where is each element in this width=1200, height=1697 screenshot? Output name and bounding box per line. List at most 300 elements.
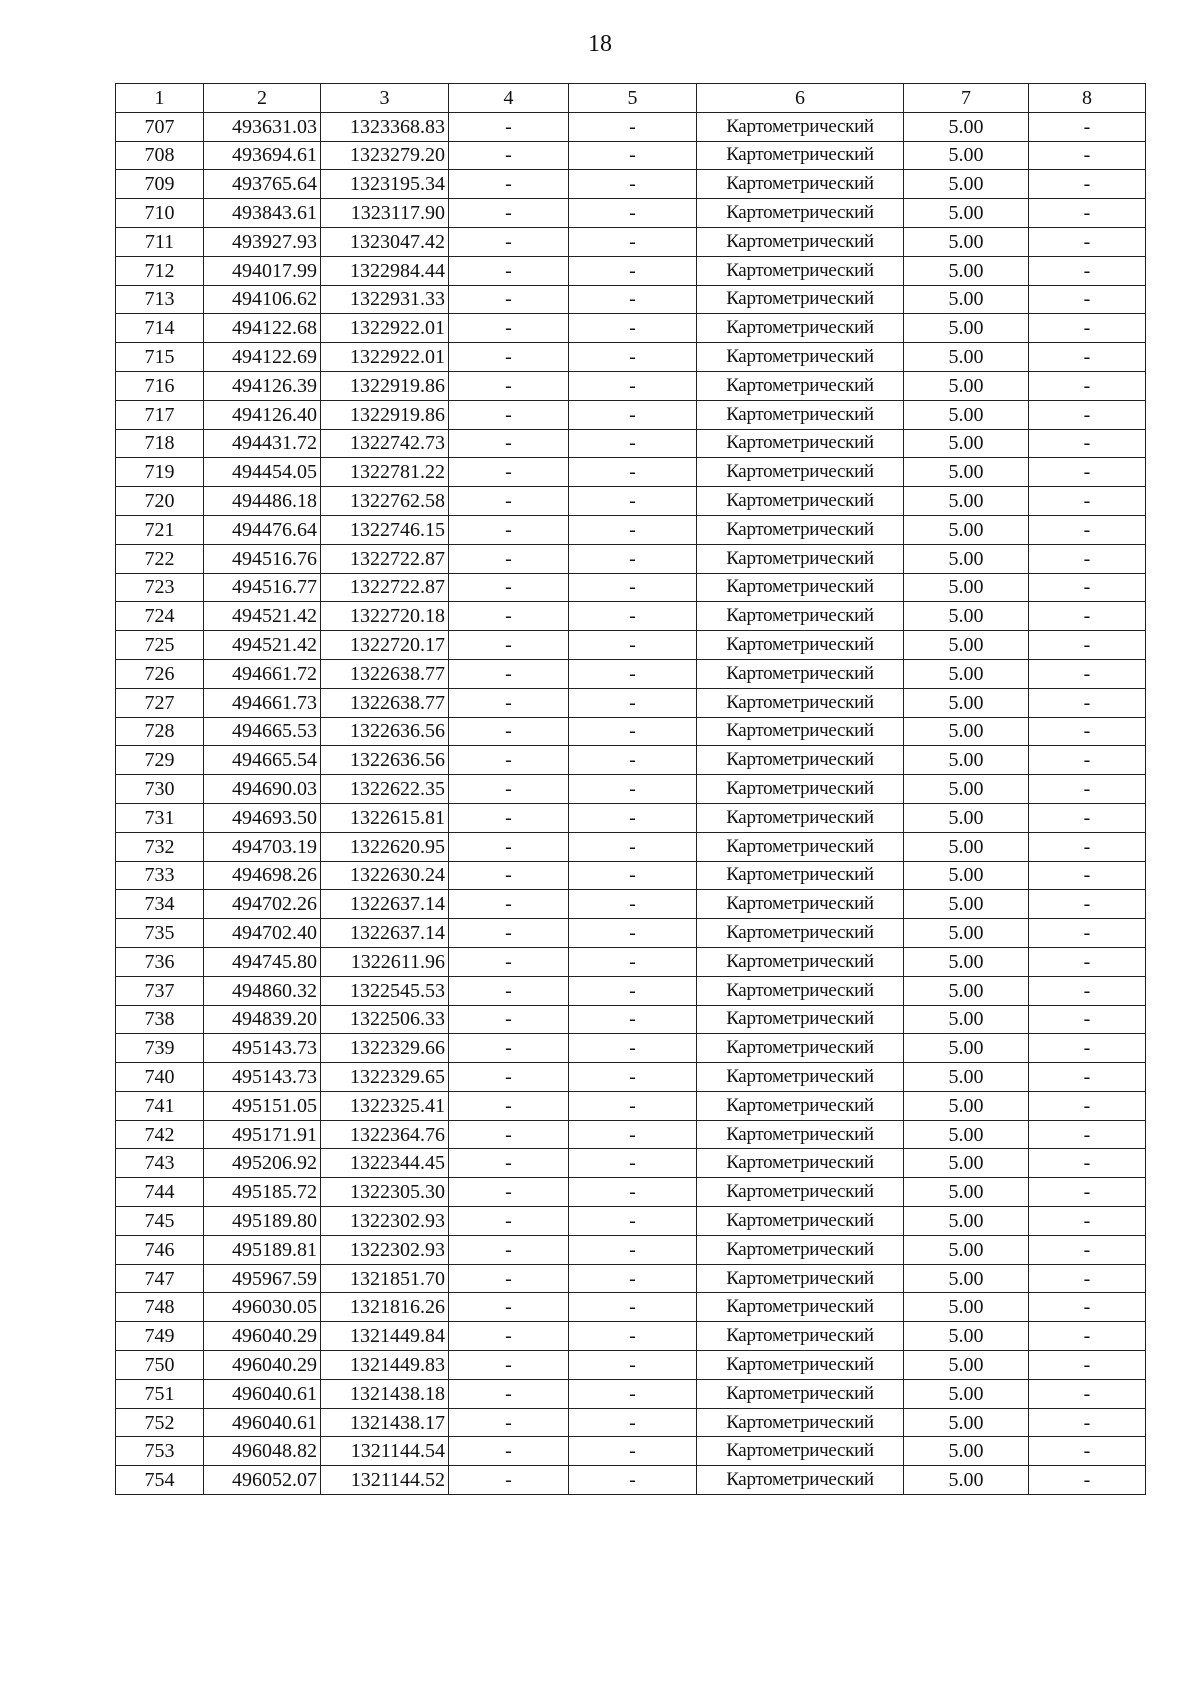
table-row [116,631,1146,660]
table-row [116,487,1146,516]
method-cell: Картометрический [697,1351,904,1380]
point-number-cell: 730 [116,775,204,804]
col8-cell: - [1029,458,1146,487]
accuracy-cell: 5.00 [904,256,1029,285]
method-cell: Картометрический [697,400,904,429]
x-coordinate-cell: 494126.39 [204,371,321,400]
point-number-cell: 707 [116,112,204,141]
col8-cell: - [1029,1293,1146,1322]
x-coordinate-cell: 496040.61 [204,1379,321,1408]
col4-cell: - [449,659,569,688]
table-row [116,1091,1146,1120]
accuracy-cell: 5.00 [904,1235,1029,1264]
method-cell: Картометрический [697,1379,904,1408]
method-cell: Картометрический [697,371,904,400]
y-coordinate-cell: 1322506.33 [321,1005,449,1034]
method-cell: Картометрический [697,573,904,602]
col8-cell: - [1029,1235,1146,1264]
accuracy-cell: 5.00 [904,1149,1029,1178]
y-coordinate-cell: 1322329.65 [321,1063,449,1092]
col8-cell: - [1029,1379,1146,1408]
point-number-cell: 728 [116,717,204,746]
table-row [116,343,1146,372]
table-row [116,832,1146,861]
accuracy-cell: 5.00 [904,861,1029,890]
col8-cell: - [1029,1351,1146,1380]
accuracy-cell: 5.00 [904,1466,1029,1495]
method-cell: Картометрический [697,1149,904,1178]
x-coordinate-cell: 494454.05 [204,458,321,487]
table-row [116,861,1146,890]
col5-cell: - [569,1034,697,1063]
col5-cell: - [569,1466,697,1495]
col5-cell: - [569,573,697,602]
x-coordinate-cell: 494126.40 [204,400,321,429]
y-coordinate-cell: 1321449.84 [321,1322,449,1351]
x-coordinate-cell: 494521.42 [204,631,321,660]
col4-cell: - [449,602,569,631]
table-row [116,227,1146,256]
method-cell: Картометрический [697,1005,904,1034]
x-coordinate-cell: 494860.32 [204,976,321,1005]
point-number-cell: 713 [116,285,204,314]
col8-cell: - [1029,1120,1146,1149]
y-coordinate-cell: 1322364.76 [321,1120,449,1149]
accuracy-cell: 5.00 [904,659,1029,688]
col4-cell: - [449,890,569,919]
table-row [116,371,1146,400]
y-coordinate-cell: 1322302.93 [321,1207,449,1236]
table-row [116,775,1146,804]
y-coordinate-cell: 1322762.58 [321,487,449,516]
accuracy-cell: 5.00 [904,429,1029,458]
y-coordinate-cell: 1322305.30 [321,1178,449,1207]
accuracy-cell: 5.00 [904,515,1029,544]
point-number-cell: 750 [116,1351,204,1380]
col8-cell: - [1029,1149,1146,1178]
col5-cell: - [569,227,697,256]
col4-cell: - [449,1091,569,1120]
method-cell: Картометрический [697,688,904,717]
accuracy-cell: 5.00 [904,458,1029,487]
accuracy-cell: 5.00 [904,1178,1029,1207]
point-number-cell: 754 [116,1466,204,1495]
y-coordinate-cell: 1321851.70 [321,1264,449,1293]
x-coordinate-cell: 494486.18 [204,487,321,516]
col5-cell: - [569,1091,697,1120]
point-number-cell: 742 [116,1120,204,1149]
col5-cell: - [569,487,697,516]
point-number-cell: 751 [116,1379,204,1408]
method-cell: Картометрический [697,1091,904,1120]
col5-cell: - [569,746,697,775]
x-coordinate-cell: 496052.07 [204,1466,321,1495]
table-row [116,458,1146,487]
accuracy-cell: 5.00 [904,947,1029,976]
col5-cell: - [569,1408,697,1437]
y-coordinate-cell: 1322545.53 [321,976,449,1005]
accuracy-cell: 5.00 [904,1034,1029,1063]
accuracy-cell: 5.00 [904,1264,1029,1293]
accuracy-cell: 5.00 [904,1408,1029,1437]
y-coordinate-cell: 1322615.81 [321,803,449,832]
x-coordinate-cell: 496048.82 [204,1437,321,1466]
y-coordinate-cell: 1321438.18 [321,1379,449,1408]
point-number-cell: 736 [116,947,204,976]
accuracy-cell: 5.00 [904,199,1029,228]
col5-cell: - [569,1235,697,1264]
y-coordinate-cell: 1323368.83 [321,112,449,141]
col4-cell: - [449,631,569,660]
method-cell: Картометрический [697,141,904,170]
col4-cell: - [449,746,569,775]
col5-cell: - [569,861,697,890]
y-coordinate-cell: 1322620.95 [321,832,449,861]
column-header: 8 [1029,84,1146,113]
col4-cell: - [449,112,569,141]
col8-cell: - [1029,1207,1146,1236]
col4-cell: - [449,947,569,976]
col5-cell: - [569,371,697,400]
col5-cell: - [569,976,697,1005]
point-number-cell: 740 [116,1063,204,1092]
column-header: 5 [569,84,697,113]
col5-cell: - [569,343,697,372]
col8-cell: - [1029,746,1146,775]
accuracy-cell: 5.00 [904,314,1029,343]
col5-cell: - [569,659,697,688]
y-coordinate-cell: 1322722.87 [321,544,449,573]
accuracy-cell: 5.00 [904,1063,1029,1092]
accuracy-cell: 5.00 [904,1005,1029,1034]
point-number-cell: 719 [116,458,204,487]
table-row [116,1293,1146,1322]
accuracy-cell: 5.00 [904,890,1029,919]
point-number-cell: 715 [116,343,204,372]
point-number-cell: 753 [116,1437,204,1466]
col8-cell: - [1029,688,1146,717]
col4-cell: - [449,832,569,861]
accuracy-cell: 5.00 [904,544,1029,573]
col4-cell: - [449,544,569,573]
col8-cell: - [1029,717,1146,746]
x-coordinate-cell: 493631.03 [204,112,321,141]
point-number-cell: 747 [116,1264,204,1293]
y-coordinate-cell: 1322746.15 [321,515,449,544]
col8-cell: - [1029,544,1146,573]
col4-cell: - [449,976,569,1005]
point-number-cell: 734 [116,890,204,919]
col4-cell: - [449,1322,569,1351]
table-row [116,573,1146,602]
y-coordinate-cell: 1322722.87 [321,573,449,602]
col8-cell: - [1029,1264,1146,1293]
col5-cell: - [569,458,697,487]
col4-cell: - [449,1351,569,1380]
method-cell: Картометрический [697,746,904,775]
col4-cell: - [449,199,569,228]
method-cell: Картометрический [697,1235,904,1264]
method-cell: Картометрический [697,832,904,861]
x-coordinate-cell: 494703.19 [204,832,321,861]
x-coordinate-cell: 494122.68 [204,314,321,343]
accuracy-cell: 5.00 [904,1207,1029,1236]
col5-cell: - [569,775,697,804]
method-cell: Картометрический [697,976,904,1005]
accuracy-cell: 5.00 [904,717,1029,746]
method-cell: Картометрический [697,947,904,976]
col5-cell: - [569,400,697,429]
x-coordinate-cell: 493765.64 [204,170,321,199]
point-number-cell: 718 [116,429,204,458]
col5-cell: - [569,1322,697,1351]
method-cell: Картометрический [697,458,904,487]
table-row [116,112,1146,141]
accuracy-cell: 5.00 [904,631,1029,660]
col8-cell: - [1029,659,1146,688]
x-coordinate-cell: 494693.50 [204,803,321,832]
point-number-cell: 743 [116,1149,204,1178]
x-coordinate-cell: 494839.20 [204,1005,321,1034]
y-coordinate-cell: 1322919.86 [321,400,449,429]
accuracy-cell: 5.00 [904,170,1029,199]
y-coordinate-cell: 1322720.18 [321,602,449,631]
col4-cell: - [449,227,569,256]
col5-cell: - [569,717,697,746]
table-row [116,141,1146,170]
table-row [116,199,1146,228]
col8-cell: - [1029,1034,1146,1063]
y-coordinate-cell: 1321438.17 [321,1408,449,1437]
table-row [116,919,1146,948]
y-coordinate-cell: 1322636.56 [321,746,449,775]
col4-cell: - [449,1235,569,1264]
y-coordinate-cell: 1322922.01 [321,314,449,343]
accuracy-cell: 5.00 [904,1379,1029,1408]
method-cell: Картометрический [697,919,904,948]
col5-cell: - [569,199,697,228]
x-coordinate-cell: 495185.72 [204,1178,321,1207]
col8-cell: - [1029,343,1146,372]
point-number-cell: 732 [116,832,204,861]
point-number-cell: 708 [116,141,204,170]
x-coordinate-cell: 496030.05 [204,1293,321,1322]
col5-cell: - [569,1005,697,1034]
col4-cell: - [449,688,569,717]
x-coordinate-cell: 494106.62 [204,285,321,314]
col8-cell: - [1029,631,1146,660]
accuracy-cell: 5.00 [904,1120,1029,1149]
table-row [116,1379,1146,1408]
col5-cell: - [569,1437,697,1466]
col4-cell: - [449,1178,569,1207]
table-row [116,515,1146,544]
x-coordinate-cell: 494698.26 [204,861,321,890]
method-cell: Картометрический [697,1437,904,1466]
col5-cell: - [569,314,697,343]
y-coordinate-cell: 1322638.77 [321,688,449,717]
column-header: 6 [697,84,904,113]
col5-cell: - [569,947,697,976]
col4-cell: - [449,919,569,948]
accuracy-cell: 5.00 [904,1351,1029,1380]
column-header: 4 [449,84,569,113]
method-cell: Картометрический [697,515,904,544]
point-number-cell: 714 [116,314,204,343]
col5-cell: - [569,803,697,832]
point-number-cell: 709 [116,170,204,199]
accuracy-cell: 5.00 [904,976,1029,1005]
method-cell: Картометрический [697,1322,904,1351]
accuracy-cell: 5.00 [904,832,1029,861]
page-number: 18 [588,31,612,57]
col4-cell: - [449,1264,569,1293]
table-row [116,1351,1146,1380]
point-number-cell: 733 [116,861,204,890]
col8-cell: - [1029,573,1146,602]
col8-cell: - [1029,947,1146,976]
accuracy-cell: 5.00 [904,1322,1029,1351]
method-cell: Картометрический [697,285,904,314]
x-coordinate-cell: 493843.61 [204,199,321,228]
table-row [116,1034,1146,1063]
x-coordinate-cell: 496040.29 [204,1351,321,1380]
col5-cell: - [569,631,697,660]
col8-cell: - [1029,515,1146,544]
y-coordinate-cell: 1322637.14 [321,890,449,919]
col4-cell: - [449,487,569,516]
x-coordinate-cell: 494690.03 [204,775,321,804]
table-row [116,400,1146,429]
y-coordinate-cell: 1322637.14 [321,919,449,948]
col5-cell: - [569,429,697,458]
accuracy-cell: 5.00 [904,803,1029,832]
point-number-cell: 738 [116,1005,204,1034]
y-coordinate-cell: 1322919.86 [321,371,449,400]
point-number-cell: 722 [116,544,204,573]
y-coordinate-cell: 1321449.83 [321,1351,449,1380]
col4-cell: - [449,803,569,832]
col4-cell: - [449,1437,569,1466]
col4-cell: - [449,141,569,170]
col4-cell: - [449,1149,569,1178]
point-number-cell: 712 [116,256,204,285]
point-number-cell: 745 [116,1207,204,1236]
point-number-cell: 727 [116,688,204,717]
method-cell: Картометрический [697,1207,904,1236]
x-coordinate-cell: 494661.72 [204,659,321,688]
col4-cell: - [449,285,569,314]
accuracy-cell: 5.00 [904,746,1029,775]
point-number-cell: 748 [116,1293,204,1322]
accuracy-cell: 5.00 [904,919,1029,948]
y-coordinate-cell: 1322344.45 [321,1149,449,1178]
col8-cell: - [1029,1178,1146,1207]
table-row [116,170,1146,199]
method-cell: Картометрический [697,544,904,573]
table-row [116,803,1146,832]
col5-cell: - [569,1178,697,1207]
col5-cell: - [569,1264,697,1293]
method-cell: Картометрический [697,1293,904,1322]
accuracy-cell: 5.00 [904,487,1029,516]
method-cell: Картометрический [697,343,904,372]
y-coordinate-cell: 1322630.24 [321,861,449,890]
col5-cell: - [569,544,697,573]
point-number-cell: 749 [116,1322,204,1351]
col8-cell: - [1029,227,1146,256]
point-number-cell: 723 [116,573,204,602]
col4-cell: - [449,429,569,458]
col4-cell: - [449,400,569,429]
col5-cell: - [569,1379,697,1408]
col8-cell: - [1029,775,1146,804]
point-number-cell: 741 [116,1091,204,1120]
col5-cell: - [569,890,697,919]
x-coordinate-cell: 494122.69 [204,343,321,372]
point-number-cell: 724 [116,602,204,631]
table-row [116,1264,1146,1293]
table-row [116,544,1146,573]
table-row [116,1005,1146,1034]
col8-cell: - [1029,285,1146,314]
method-cell: Картометрический [697,659,904,688]
col8-cell: - [1029,141,1146,170]
table-row [116,1408,1146,1437]
y-coordinate-cell: 1321144.54 [321,1437,449,1466]
col8-cell: - [1029,487,1146,516]
x-coordinate-cell: 494516.77 [204,573,321,602]
x-coordinate-cell: 494702.40 [204,919,321,948]
column-header: 1 [116,84,204,113]
x-coordinate-cell: 496040.29 [204,1322,321,1351]
table-row [116,314,1146,343]
y-coordinate-cell: 1322984.44 [321,256,449,285]
column-header: 7 [904,84,1029,113]
point-number-cell: 725 [116,631,204,660]
point-number-cell: 744 [116,1178,204,1207]
col8-cell: - [1029,429,1146,458]
accuracy-cell: 5.00 [904,775,1029,804]
y-coordinate-cell: 1322325.41 [321,1091,449,1120]
col8-cell: - [1029,1437,1146,1466]
col4-cell: - [449,314,569,343]
accuracy-cell: 5.00 [904,688,1029,717]
point-number-cell: 752 [116,1408,204,1437]
method-cell: Картометрический [697,487,904,516]
col5-cell: - [569,688,697,717]
col4-cell: - [449,515,569,544]
x-coordinate-cell: 496040.61 [204,1408,321,1437]
method-cell: Картометрический [697,1466,904,1495]
col8-cell: - [1029,199,1146,228]
col5-cell: - [569,1293,697,1322]
accuracy-cell: 5.00 [904,343,1029,372]
col8-cell: - [1029,1466,1146,1495]
y-coordinate-cell: 1323047.42 [321,227,449,256]
table-row [116,429,1146,458]
x-coordinate-cell: 494521.42 [204,602,321,631]
col5-cell: - [569,1120,697,1149]
x-coordinate-cell: 494476.64 [204,515,321,544]
coordinates-table [115,83,1146,1495]
x-coordinate-cell: 495967.59 [204,1264,321,1293]
col4-cell: - [449,343,569,372]
col4-cell: - [449,1063,569,1092]
col5-cell: - [569,170,697,199]
y-coordinate-cell: 1323195.34 [321,170,449,199]
col4-cell: - [449,1120,569,1149]
